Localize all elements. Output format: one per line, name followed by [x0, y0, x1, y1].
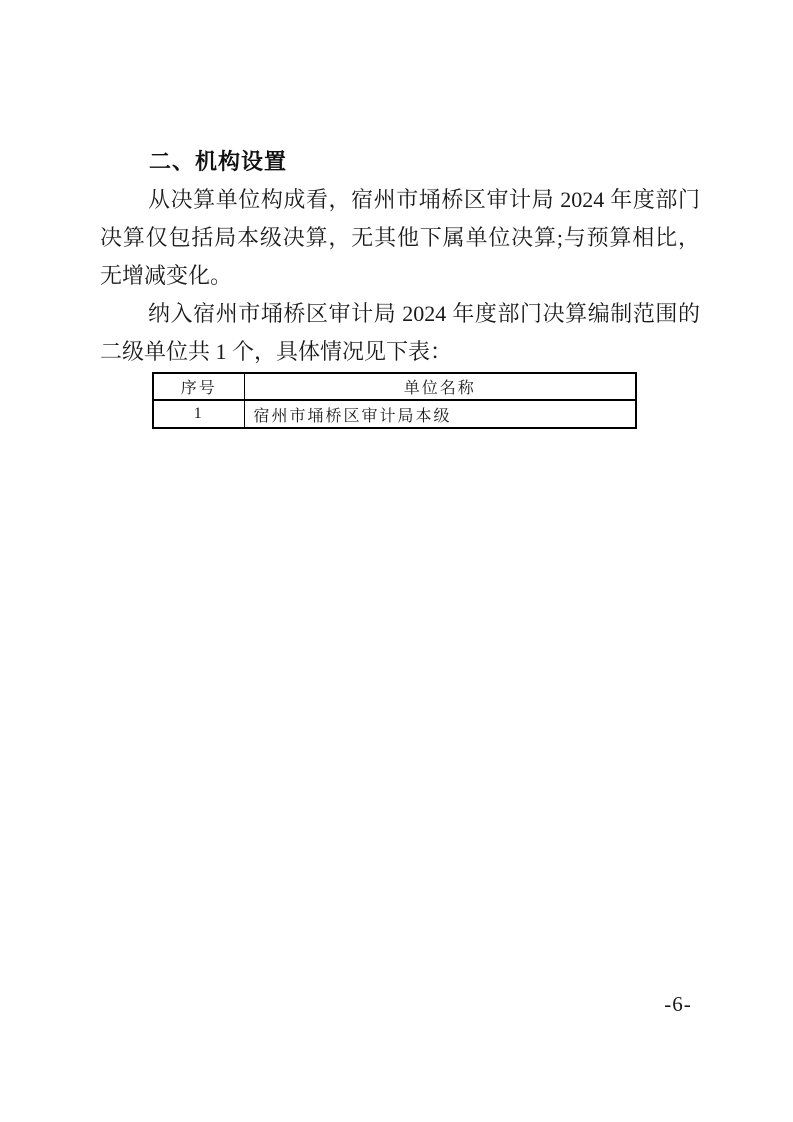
section-heading: 二、机构设置	[149, 149, 288, 174]
table-header-row	[153, 373, 636, 400]
column-header-unit-name: 单位名称	[244, 373, 636, 400]
cell-row-index: 1	[153, 400, 244, 428]
units-table	[152, 372, 637, 429]
document-body	[100, 143, 700, 429]
units-table-head	[153, 373, 636, 400]
paragraph-budget-units: 从决算单位构成看，宿州市埇桥区审计局 2024 年度部门决算仅包括局本级决算，无其他下属单位决算;与预算相比，无增减变化。	[100, 187, 700, 288]
units-table-body	[153, 400, 636, 428]
column-header-index: 序号	[153, 373, 244, 400]
cell-unit-name: 宿州市埇桥区审计局本级	[244, 400, 636, 428]
paragraph-secondary-units: 纳入宿州市埇桥区审计局 2024 年度部门决算编制范围的二级单位共 1 个，具体情况见下表：	[100, 301, 700, 364]
table-row	[153, 400, 636, 428]
page-number: -6-	[664, 992, 692, 1016]
